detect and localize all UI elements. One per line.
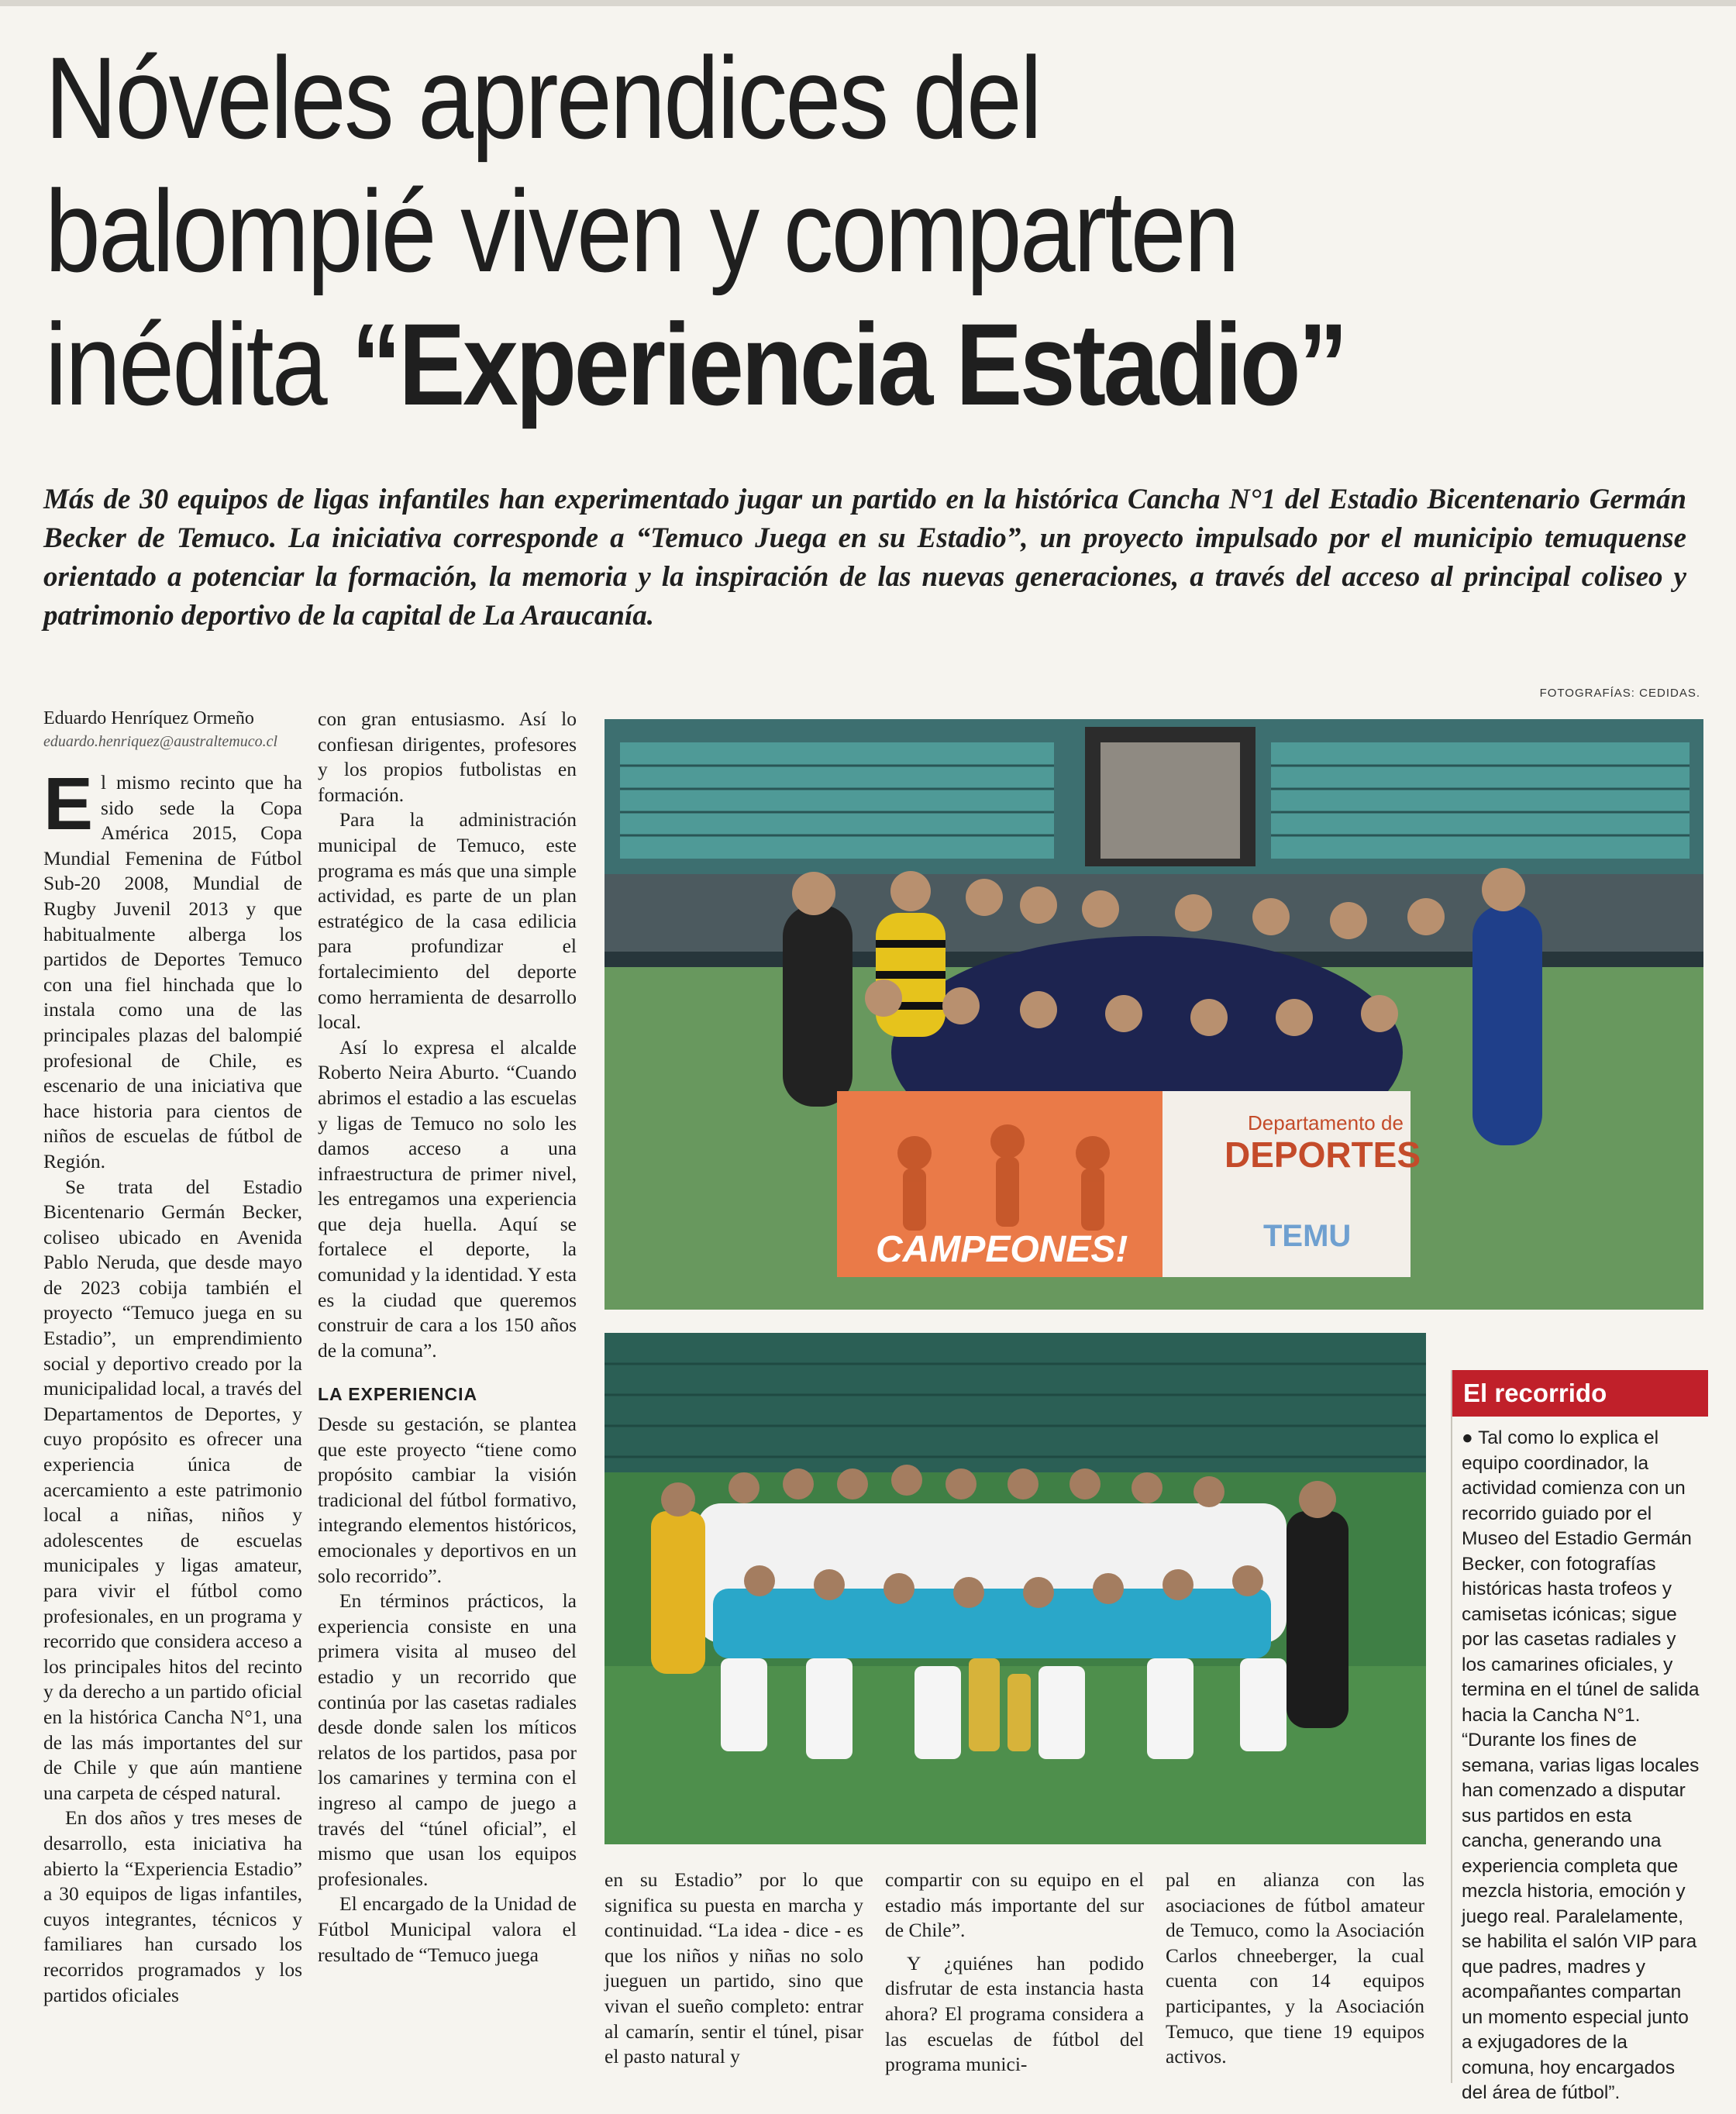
- paragraph: El encargado de la Unidad de Fútbol Municipal valora el resultado de “Temuco juega: [318, 1892, 577, 1966]
- article-column-5: [1166, 1868, 1424, 2070]
- paragraph: El mismo recinto que ha sido sede la Copa América 2015, Copa Mundial Femenina de Fútbol Sub-20 2008, Mundial de Rugby Juvenil 2013 y que habitualmente alberga los partidos de Deportes Temuco con una fiel hinchada que lo instala como una de las principales plazas del balompié profesional de Chile, es escenario de una iniciativa que hace historia para cientos de niños de escuelas de fútbol de Región.: [43, 763, 302, 1172]
- lede-paragraph: Más de 30 equipos de ligas infantiles han experimentado jugar un partido en la histórica Cancha N°1 del Estadio Bicentenario Germán Becker de Temuco. La iniciativa corresponde a “Temuco Juega en su Estadio”, un proyecto impulsado por el municipio temuquense orientado a potenciar la formación, la memoria y la inspiración de las nuevas generaciones, a través del acceso al principal coliseo y patrimonio deportivo de la capital de La Araucanía.: [43, 484, 1686, 632]
- headline-line-3-bold: “Experiencia Estadio”: [351, 299, 1346, 429]
- headline-line-1: Nóveles aprendices del: [45, 33, 1041, 163]
- paragraph: Desde su gestación, se plantea que este proyecto “tiene como propósito cambiar la visión tradicional del fútbol formativo, integrando elementos históricos, emocionales y deportivos en un solo recorrido”.: [318, 1413, 577, 1587]
- paragraph: En dos años y tres meses de desarrollo, esta iniciativa ha abierto la “Experiencia Estadio” a 30 equipos de ligas infantiles, cuyos integrantes, técnicos y familiares han cursado los recorridos programados y los partidos oficiales: [43, 1806, 302, 2006]
- photo-team-campeones-image: [604, 719, 1703, 1310]
- photo-team-trophies: [604, 1333, 1426, 1844]
- paragraph: Se trata del Estadio Bicentenario Germán Becker, coliseo ubicado en Avenida Pablo Neruda, que desde mayo de 2023 cobija también el proyecto “Temuco juega en su Estadio”, un emprendimiento social y deportivo creado por la municipalidad local, a través del Departamentos de Deportes, y cuyo propósito es ofrecer una experiencia única de acercamiento a este patrimonio local a niñas, niños y adolescentes de escuelas municipales y ligas amateur, para vivir el fútbol como profesionales, en un programa y recorrido que considera acceso a los principales hitos del recinto y da derecho a un partido oficial en la histórica Cancha N°1, una de las más importantes del sur de Chile y que aún mantiene una carpeta de césped natural.: [43, 1175, 302, 1804]
- article-column-2: [318, 707, 577, 1968]
- sidebar-body: ● Tal como lo explica el equipo coordinador, la actividad comienza con un recorrido guiado por el Museo del Estadio Germán Becker, con fotografías históricas hasta trofeos y camisetas icónicas; sigue por las casetas radiales y los camarines oficiales, y termina en el túnel de salida hacia la Cancha N°1. “Durante los fines de semana, varias ligas locales han comenzado a disputar sus partidos en esta cancha, generando una experiencia completa que mezcla historia, emoción y juego real. Paralelamente, se habilita el salón VIP para que padres, madres y acompañantes compartan un momento especial junto a exjugadores de la comuna, hoy encargados del área de fútbol”.: [1462, 1427, 1700, 2103]
- headline-line-3: [45, 298, 1471, 431]
- byline-author: Eduardo Henríquez Ormeño: [43, 708, 254, 728]
- banner-campeones-text: CAMPEONES!: [876, 1229, 1128, 1270]
- sidebar-title: El recorrido: [1452, 1370, 1708, 1417]
- sidebar-el-recorrido: [1451, 1370, 1708, 2103]
- headline-line-2: balompié viven y comparten: [45, 166, 1238, 296]
- banner-logo: TEMU: [1263, 1219, 1352, 1253]
- paragraph: pal en alianza con las asociaciones de fútbol amateur de Temuco, como la Asociación Carlos chneeberger, la cual cuenta con 14 equipos participantes, y la Asociación Temuco, que tiene 19 equipos activos.: [1166, 1868, 1424, 2068]
- headline-line-3-light: inédita: [45, 299, 352, 429]
- article-column-1: [43, 707, 302, 2008]
- section-subhead: LA EXPERIENCIA: [318, 1384, 478, 1405]
- photo-credit: FOTOGRAFÍAS: CEDIDAS.: [1539, 687, 1700, 700]
- paragraph: Para la administración municipal de Temuco, este programa es más que una simple actividad, es parte de un plan estratégico de la casa edilicia para profundizar el fortalecimiento del deporte como herramienta de desarrollo local.: [318, 808, 577, 1034]
- banner-dept-line2: DEPORTES: [1224, 1134, 1421, 1175]
- article-column-4: [885, 1868, 1144, 2078]
- headline: [45, 31, 1471, 431]
- paragraph: en su Estadio” por lo que significa su puesta en marcha y continuidad. “La idea - dice - es que los niños y niñas no solo jueguen un partido, sino que vivan el sueño completo: entrar al camarín, sentir el túnel, pisar el pasto natural y: [604, 1868, 863, 2068]
- paragraph: Y ¿quiénes han podido disfrutar de esta instancia hasta ahora? El programa considera a las escuelas de fútbol del programa munici-: [885, 1951, 1144, 2076]
- paragraph: Así lo expresa el alcalde Roberto Neira Aburto. “Cuando abrimos el estadio a las escuelas y ligas de Temuco no solo les damos acceso a una infraestructura de primer nivel, les entregamos una experiencia que deja huella. Aquí se fortalece el deporte, la comunidad y la identidad. Y esta es la ciudad que queremos construir de cara a los 150 años de la comuna”.: [318, 1035, 577, 1362]
- paragraph: con gran entusiasmo. Así lo confiesan dirigentes, profesores y los propios futbolistas en formación.: [318, 708, 577, 806]
- byline-email: eduardo.henriquez@australtemuco.cl: [43, 733, 278, 750]
- paragraph: En términos prácticos, la experiencia consiste en una primera visita al museo del estadio y un recorrido que continúa por las casetas radiales desde donde salen los míticos relatos de los partidos, pasa por los camarines y termina con el ingreso al campo de juego a través del “túnel oficial”, el mismo que usan los equipos profesionales.: [318, 1589, 577, 1890]
- banner-dept-line1: Departamento de: [1248, 1111, 1404, 1134]
- drop-cap: E: [43, 763, 94, 845]
- bullet-icon: ●: [1462, 1427, 1479, 1448]
- paragraph: compartir con su equipo en el estadio más importante del sur de Chile”.: [885, 1868, 1144, 1942]
- top-rule: [0, 0, 1736, 6]
- photo-team-trophies-image: [604, 1333, 1426, 1844]
- photo-team-campeones: [604, 719, 1703, 1310]
- article-column-3: [604, 1868, 863, 2070]
